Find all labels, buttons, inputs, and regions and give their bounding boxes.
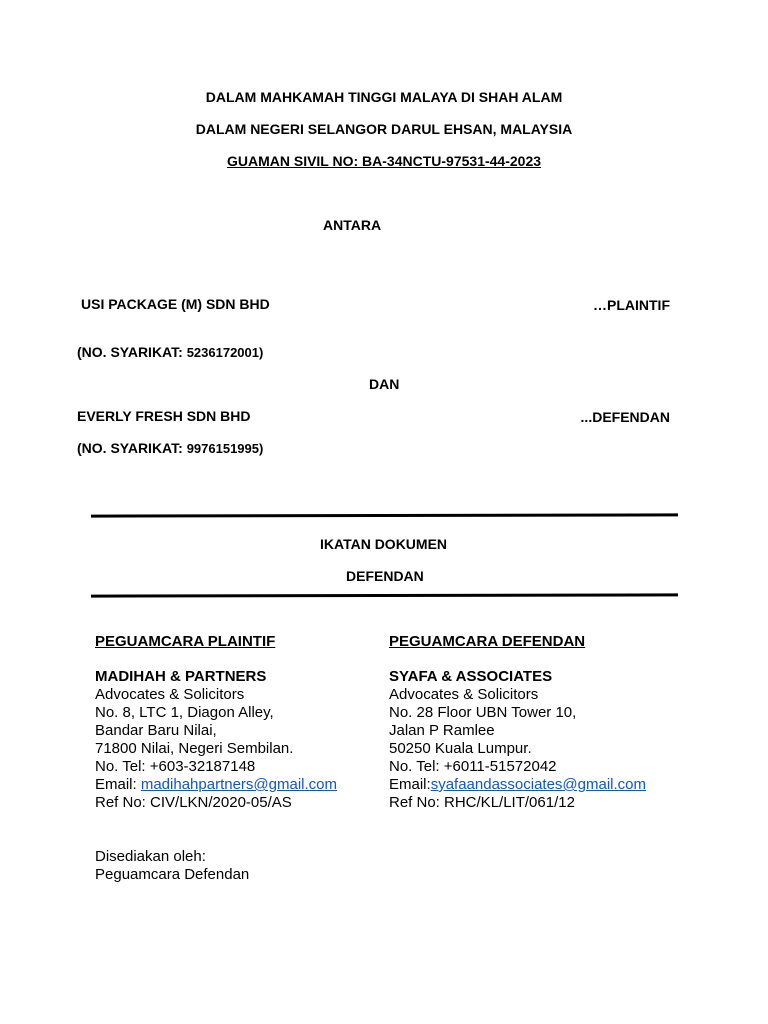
- defendant-company-no-label: (NO. SYARIKAT:: [77, 440, 183, 456]
- defendant-address-line3: 50250 Kuala Lumpur.: [389, 740, 532, 757]
- defendant-counsel-block: [389, 633, 646, 812]
- prepared-by-label: Disediakan oleh:: [95, 848, 206, 865]
- defendant-tel: No. Tel: +6011-51572042: [389, 758, 557, 775]
- defendant-address-line1: No. 28 Floor UBN Tower 10,: [389, 704, 577, 721]
- plaintiff-firm-name: MADIHAH & PARTNERS: [95, 668, 267, 685]
- plaintiff-practice: Advocates & Solicitors: [95, 686, 245, 703]
- bottom-divider: [91, 593, 678, 597]
- case-number: GUAMAN SIVIL NO: BA-34NCTU-97531-44-2023: [226, 153, 542, 169]
- defendant-email-label: Email:: [389, 776, 431, 793]
- plaintiff-ref: Ref No: CIV/LKN/2020-05/AS: [95, 794, 292, 811]
- plaintiff-email-link[interactable]: madihahpartners@gmail.com: [140, 776, 337, 793]
- doc-title-line2: DEFENDAN: [346, 568, 424, 584]
- plaintiff-role: …PLAINTIF: [593, 297, 670, 313]
- plaintiff-email-row: [95, 776, 337, 794]
- plaintiff-address-line2: Bandar Baru Nilai,: [95, 722, 217, 739]
- plaintiff-tel: No. Tel: +603-32187148: [95, 758, 256, 775]
- doc-title-line1: IKATAN DOKUMEN: [320, 536, 448, 552]
- court-title-line2: DALAM NEGERI SELANGOR DARUL EHSAN, MALAYSIA: [195, 121, 573, 137]
- top-divider: [91, 513, 678, 517]
- plaintiff-company-no: [77, 344, 263, 360]
- and-label: DAN: [369, 376, 400, 392]
- defendant-firm-name: SYAFA & ASSOCIATES: [389, 668, 553, 685]
- plaintiff-company-no-value: 5236172001): [186, 345, 264, 360]
- plaintiff-email-label: Email:: [95, 776, 141, 793]
- defendant-name: EVERLY FRESH SDN BHD: [77, 408, 251, 424]
- defendant-company-no-value: 9976151995): [186, 441, 264, 456]
- defendant-email-row: [389, 776, 646, 794]
- plaintiff-counsel-block: [95, 633, 337, 812]
- prepared-by-party: Peguamcara Defendan: [95, 866, 250, 883]
- defendant-practice: Advocates & Solicitors: [389, 686, 539, 703]
- between-label: ANTARA: [323, 217, 382, 233]
- defendant-address-line2: Jalan P Ramlee: [389, 722, 495, 739]
- defendant-email-link[interactable]: syafaandassociates@gmail.com: [430, 776, 647, 793]
- defendant-counsel-heading: PEGUAMCARA DEFENDAN: [389, 633, 586, 650]
- defendant-role: ...DEFENDAN: [580, 409, 670, 425]
- plaintiff-company-no-label: (NO. SYARIKAT:: [77, 344, 183, 360]
- defendant-company-no: [77, 440, 263, 456]
- plaintiff-counsel-heading: PEGUAMCARA PLAINTIF: [95, 633, 276, 650]
- plaintiff-address-line1: No. 8, LTC 1, Diagon Alley,: [95, 704, 274, 721]
- court-title-line1: DALAM MAHKAMAH TINGGI MALAYA DI SHAH ALAM: [205, 89, 563, 105]
- plaintiff-name: USI PACKAGE (M) SDN BHD: [81, 296, 270, 312]
- plaintiff-address-line3: 71800 Nilai, Negeri Sembilan.: [95, 740, 294, 757]
- defendant-ref: Ref No: RHC/KL/LIT/061/12: [389, 794, 575, 811]
- prepared-by-block: [95, 848, 249, 884]
